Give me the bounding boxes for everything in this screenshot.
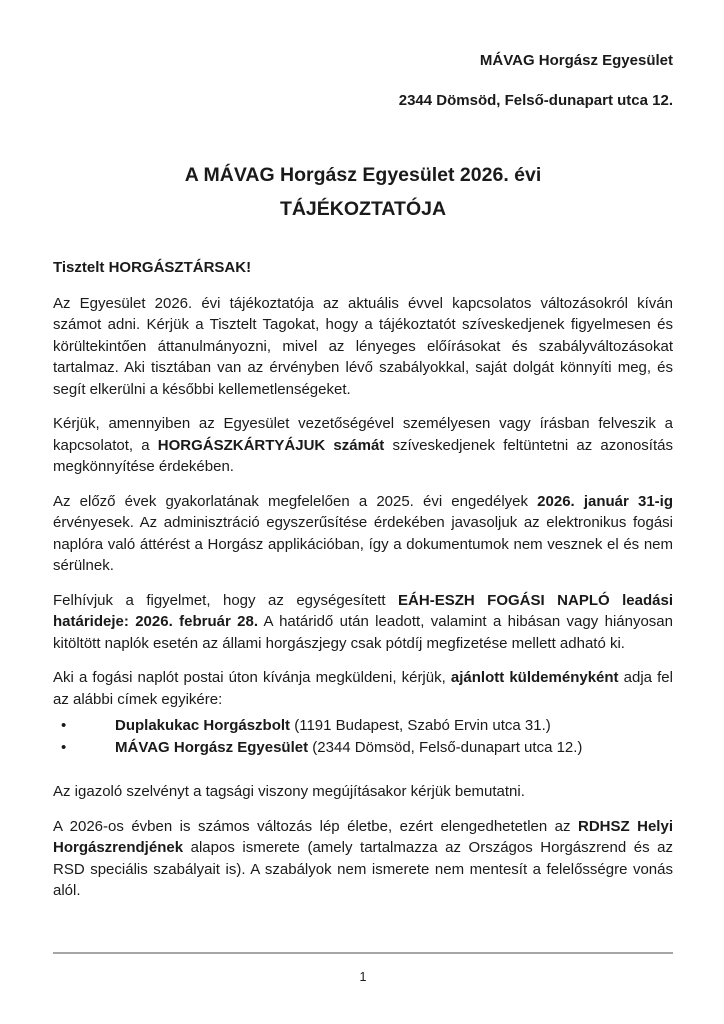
footer-divider bbox=[53, 952, 673, 954]
bold-text: 2026. január 31-ig bbox=[537, 492, 674, 510]
bold-text: MÁVAG Horgász Egyesület bbox=[115, 739, 309, 756]
bold-text: RDHSZ Helyi Horgászrendjének bbox=[53, 817, 673, 856]
paragraph bbox=[53, 413, 673, 478]
text: A 2026-os évben is számos változás lép életbe, ezért elengedhetetlen az bbox=[53, 817, 578, 835]
bullet-list bbox=[53, 715, 673, 759]
text: Kérjük, amennyiben az Egyesület vezetőségével személyesen vagy írásban felveszik a kapcsolatot, a bbox=[53, 415, 673, 454]
text: Az Egyesület 2026. évi tájékoztatója az aktuális évvel kapcsolatos változásokról kíván számot adni. Kérjük a Tisztelt Tagokat, hogy a tájékoztatót szíveskedjenek figyelmesen és körültekintően áttanulmányozni, mivel az lényeges előírásokat és szabályváltozásokat tartalmaz. Aki tisztában van az érvényben lévő szabályokkal, saját dolgát könnyíti meg, és segít elkerülni a későbbi kellemetlenségeket. bbox=[53, 294, 673, 398]
org-name: MÁVAG Horgász Egyesület bbox=[479, 52, 673, 69]
text: Felhívjuk a figyelmet, hogy az egységesített bbox=[53, 591, 399, 609]
paragraph bbox=[53, 667, 673, 710]
bullet-item bbox=[53, 737, 673, 759]
text: (2344 Dömsöd, Felső-dunapart utca 12.) bbox=[308, 739, 583, 756]
salutation: Tisztelt HORGÁSZTÁRSAK! bbox=[53, 259, 252, 276]
document-title bbox=[53, 158, 673, 226]
document-body bbox=[53, 293, 673, 902]
org-address: 2344 Dömsöd, Felső-dunapart utca 12. bbox=[398, 92, 673, 109]
text: Az előző évek gyakorlatának megfelelően a 2025. évi engedélyek bbox=[53, 492, 538, 510]
paragraph bbox=[53, 293, 673, 401]
text: szíveskedjenek feltüntetni az azonosítás megkönnyítése érdekében. bbox=[53, 436, 673, 475]
paragraph bbox=[53, 491, 673, 577]
text: A határidő után leadott, valamint a hibásan vagy hiányosan kitöltött naplók esetén az állami horgászjegy csak pótdíj megfizetése mellett adható ki. bbox=[53, 613, 673, 652]
text: Aki a fogási naplót postai úton kívánja megküldeni, kérjük, bbox=[53, 669, 451, 686]
document-title-line2: TÁJÉKOZTATÓJA bbox=[279, 198, 447, 220]
bold-text: HORGÁSZKÁRTYÁJUK számát bbox=[157, 436, 385, 454]
bold-text: ajánlott küldeményként bbox=[450, 669, 619, 686]
page-number: 1 bbox=[359, 970, 367, 984]
text: Az igazoló szelvényt a tagsági viszony megújításakor kérjük bemutatni. bbox=[53, 783, 525, 800]
paragraph bbox=[53, 816, 673, 902]
text: alapos ismerete (amely tartalmazza az Országos Horgászrend és az RSD speciális szabályait is). A szabályok nem ismerete nem mentesít a felelősségre vonás alól. bbox=[53, 839, 673, 899]
paragraph bbox=[53, 781, 673, 803]
bold-text: EÁH-ESZH FOGÁSI NAPLÓ leadási határideje: 2026. február 28. bbox=[53, 591, 674, 630]
document-title-line1: A MÁVAG Horgász Egyesület 2026. évi bbox=[184, 164, 542, 186]
text: érvényesek. Az adminisztráció egyszerűsítése érdekében javasoljuk az elektronikus fogási naplóra való áttérést a Horgász applikációban, így a dokumentumok nem vesznek el és nem sérülnek. bbox=[53, 514, 673, 574]
paragraph bbox=[53, 590, 673, 655]
text: adja fel az alábbi címek egyikére: bbox=[53, 669, 673, 708]
page-footer bbox=[53, 952, 673, 984]
bullet-item bbox=[53, 715, 673, 737]
letterhead bbox=[53, 50, 673, 111]
text: (1191 Budapest, Szabó Ervin utca 31.) bbox=[290, 717, 551, 734]
bold-text: Duplakukac Horgászbolt bbox=[115, 717, 291, 734]
